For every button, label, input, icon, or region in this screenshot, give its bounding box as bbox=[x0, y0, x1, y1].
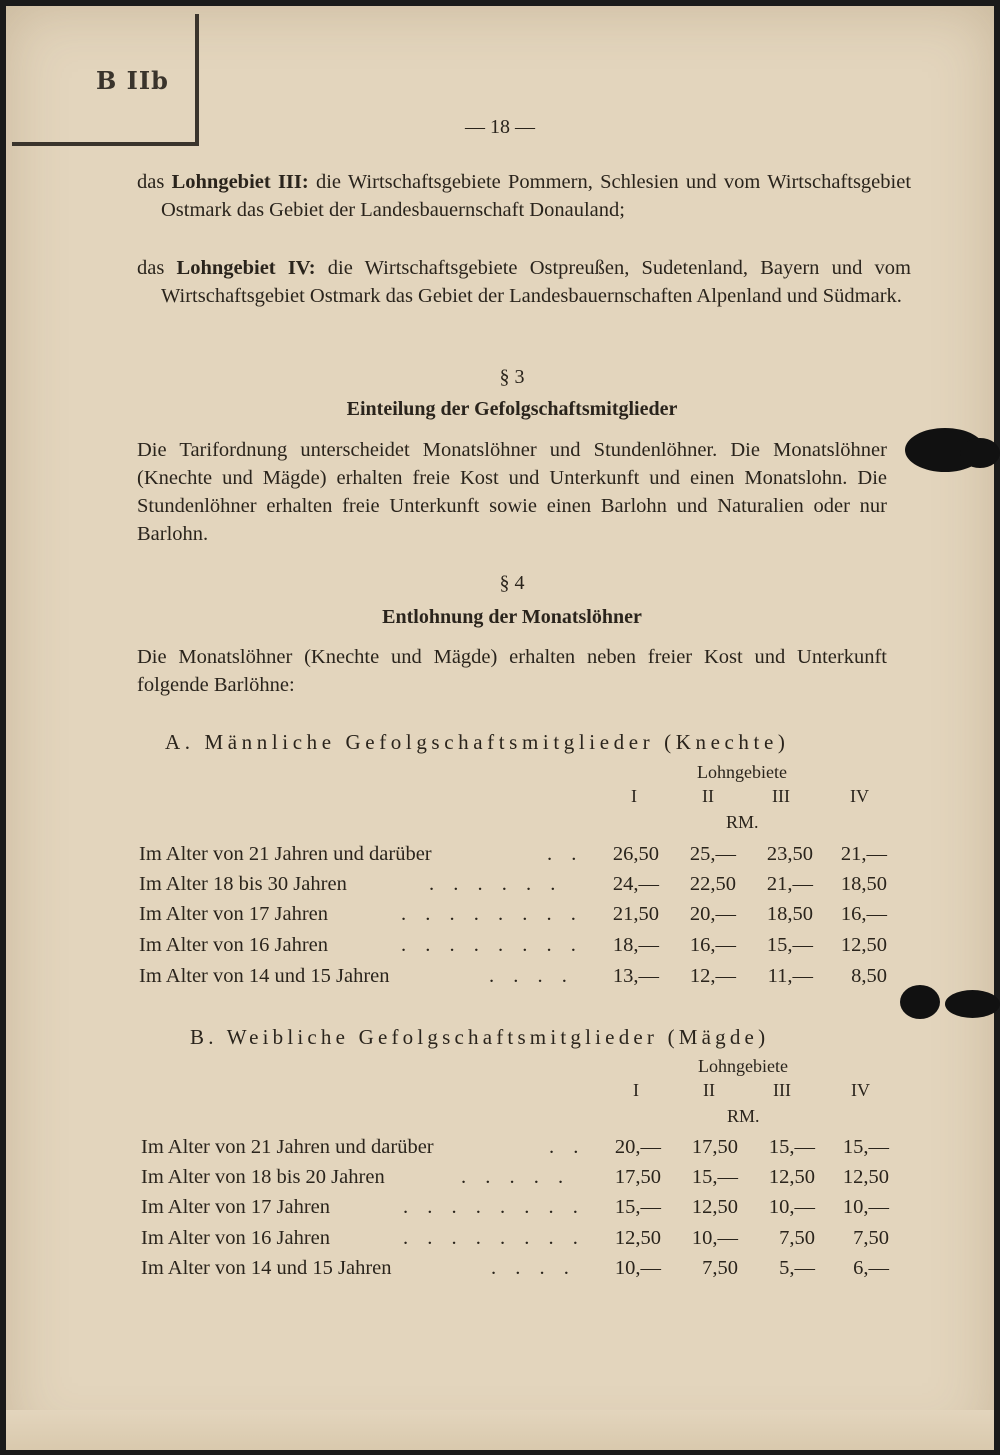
leader-dots: . . . . . . . . bbox=[403, 1227, 585, 1249]
cell-lohngebiet-iv: 15,— bbox=[842, 1136, 889, 1158]
ink-blot bbox=[960, 438, 1000, 468]
cell-lohngebiet-ii: 22,50 bbox=[689, 873, 736, 895]
row-label: Im Alter von 14 und 15 Jahren bbox=[141, 1257, 392, 1279]
cell-lohngebiet-iii: 15,— bbox=[768, 1136, 815, 1158]
table-b-col-ii: II bbox=[703, 1080, 715, 1100]
table-b-col-iv: IV bbox=[851, 1080, 870, 1100]
cell-lohngebiet-iv: 18,50 bbox=[840, 873, 887, 895]
paragraph-text: die Wirtschaftsgebiete Ostpreußen, Sudetenland, Bayern und vom Wirtschaftsgebiet Ostmark das Gebiet der Landesbauernschaften Alpenland und Südmark. bbox=[161, 257, 911, 307]
table-row bbox=[141, 1166, 891, 1196]
cell-lohngebiet-ii: 12,50 bbox=[691, 1196, 738, 1218]
table-row bbox=[139, 965, 889, 995]
section-3-text: Die Tarifordnung unterscheidet Monatslöhner und Stundenlöhner. Die Monatslöhner (Knechte und Mägde) erhalten freie Kost und Unterkunft und einen Monatslohn. Die Stundenlöhner erhalten freie Unterkunft sowie einen Barlohn und Naturalien oder nur Barlohn. bbox=[137, 439, 887, 545]
cell-lohngebiet-i: 26,50 bbox=[612, 843, 659, 865]
leader-dots: . . . . . . . . bbox=[401, 903, 583, 925]
cell-lohngebiet-iii: 18,50 bbox=[766, 903, 813, 925]
cell-lohngebiet-iv: 10,— bbox=[842, 1196, 889, 1218]
cell-lohngebiet-iv: 16,— bbox=[840, 903, 887, 925]
cell-lohngebiet-ii: 17,50 bbox=[691, 1136, 738, 1158]
cell-lohngebiet-iv: 12,50 bbox=[840, 934, 887, 956]
lohngebiet-iv-paragraph bbox=[137, 254, 911, 310]
cell-lohngebiet-iv: 12,50 bbox=[842, 1166, 889, 1188]
section-3-title: Einteilung der Gefolgschaftsmitglieder bbox=[346, 398, 678, 420]
row-label: Im Alter von 21 Jahren und darüber bbox=[139, 843, 432, 865]
leader-dots: . . . . . bbox=[461, 1166, 571, 1188]
table-b-unit: RM. bbox=[727, 1106, 760, 1126]
section-4-title: Entlohnung der Monatslöhner bbox=[382, 606, 642, 628]
table-row bbox=[139, 873, 889, 903]
cell-lohngebiet-iii: 7,50 bbox=[779, 1227, 815, 1249]
table-b-col-iii: III bbox=[773, 1080, 791, 1100]
cell-lohngebiet-iii: 12,50 bbox=[768, 1166, 815, 1188]
cell-lohngebiet-ii: 20,— bbox=[689, 903, 736, 925]
cell-lohngebiet-iv: 8,50 bbox=[851, 965, 887, 987]
cell-lohngebiet-ii: 7,50 bbox=[702, 1257, 738, 1279]
leader-dots: . . . . bbox=[489, 965, 574, 987]
cell-lohngebiet-ii: 10,— bbox=[691, 1227, 738, 1249]
section-4-text: Die Monatslöhner (Knechte und Mägde) erhalten neben freier Kost und Unterkunft folgende Barlöhne: bbox=[137, 646, 887, 696]
row-label: Im Alter von 18 bis 20 Jahren bbox=[141, 1166, 385, 1188]
paragraph-text: die Wirtschaftsgebiete Pommern, Schlesien und vom Wirtschaftsgebiet Ostmark das Gebiet der Landesbauernschaft Donauland; bbox=[161, 171, 912, 221]
cell-lohngebiet-i: 12,50 bbox=[614, 1227, 661, 1249]
table-a-col-iv: IV bbox=[850, 786, 869, 806]
row-label: Im Alter 18 bis 30 Jahren bbox=[139, 873, 347, 895]
cell-lohngebiet-ii: 25,— bbox=[689, 843, 736, 865]
cell-lohngebiet-i: 18,— bbox=[612, 934, 659, 956]
leader-dots: . . bbox=[549, 1136, 586, 1158]
ink-blot bbox=[900, 985, 940, 1019]
row-label: Im Alter von 17 Jahren bbox=[141, 1196, 331, 1218]
section-4-symbol: § 4 bbox=[499, 572, 525, 594]
cell-lohngebiet-iv: 21,— bbox=[840, 843, 887, 865]
cell-lohngebiet-iii: 5,— bbox=[779, 1257, 815, 1279]
row-label: Im Alter von 21 Jahren und darüber bbox=[141, 1136, 434, 1158]
lohngebiet-iii-paragraph bbox=[137, 168, 911, 224]
leader-dots: . . . . bbox=[491, 1257, 576, 1279]
cell-lohngebiet-i: 10,— bbox=[614, 1257, 661, 1279]
table-row bbox=[141, 1136, 891, 1166]
cell-lohngebiet-iii: 10,— bbox=[768, 1196, 815, 1218]
section-code: B IIb bbox=[96, 66, 169, 95]
table-a-col-i: I bbox=[631, 786, 637, 806]
table-a-caption: A. Männliche Gefolgschaftsmitglieder (Knechte) bbox=[165, 730, 790, 754]
cell-lohngebiet-iii: 21,— bbox=[766, 873, 813, 895]
paper-edge bbox=[6, 1410, 994, 1450]
cell-lohngebiet-i: 20,— bbox=[614, 1136, 661, 1158]
cell-lohngebiet-ii: 15,— bbox=[691, 1166, 738, 1188]
table-row bbox=[139, 934, 889, 964]
cell-lohngebiet-iv: 7,50 bbox=[853, 1227, 889, 1249]
row-label: Im Alter von 14 und 15 Jahren bbox=[139, 965, 390, 987]
row-label: Im Alter von 16 Jahren bbox=[141, 1227, 331, 1249]
term-lohngebiet-iv: Lohngebiet IV: bbox=[176, 257, 316, 279]
row-label: Im Alter von 16 Jahren bbox=[139, 934, 329, 956]
leader-dots: . . bbox=[547, 843, 584, 865]
table-b-caption: B. Weibliche Gefolgschaftsmitglieder (Mägde) bbox=[190, 1025, 770, 1049]
table-row bbox=[141, 1257, 891, 1287]
cell-lohngebiet-ii: 12,— bbox=[689, 965, 736, 987]
table-a-col-ii: II bbox=[702, 786, 714, 806]
term-lohngebiet-iii: Lohngebiet III: bbox=[171, 171, 309, 193]
cell-lohngebiet-iv: 6,— bbox=[853, 1257, 889, 1279]
ink-blot bbox=[945, 990, 1000, 1018]
text-prefix: das bbox=[137, 257, 177, 279]
table-b-group-label: Lohngebiete bbox=[698, 1056, 788, 1076]
cell-lohngebiet-i: 24,— bbox=[612, 873, 659, 895]
table-row bbox=[141, 1196, 891, 1226]
leader-dots: . . . . . . bbox=[429, 873, 563, 895]
cell-lohngebiet-ii: 16,— bbox=[689, 934, 736, 956]
cell-lohngebiet-iii: 11,— bbox=[767, 965, 813, 987]
table-row bbox=[139, 843, 889, 873]
leader-dots: . . . . . . . . bbox=[403, 1196, 585, 1218]
table-row bbox=[139, 903, 889, 933]
cell-lohngebiet-iii: 15,— bbox=[766, 934, 813, 956]
cell-lohngebiet-i: 21,50 bbox=[612, 903, 659, 925]
cell-lohngebiet-i: 15,— bbox=[614, 1196, 661, 1218]
table-a-unit: RM. bbox=[726, 812, 759, 832]
table-row bbox=[141, 1227, 891, 1257]
page-number: — 18 — bbox=[465, 116, 535, 138]
cell-lohngebiet-iii: 23,50 bbox=[766, 843, 813, 865]
leader-dots: . . . . . . . . bbox=[401, 934, 583, 956]
cell-lohngebiet-i: 13,— bbox=[612, 965, 659, 987]
table-a-group-label: Lohngebiete bbox=[697, 762, 787, 782]
section-3-symbol: § 3 bbox=[499, 366, 525, 388]
row-label: Im Alter von 17 Jahren bbox=[139, 903, 329, 925]
cell-lohngebiet-i: 17,50 bbox=[614, 1166, 661, 1188]
text-prefix: das bbox=[137, 171, 172, 193]
table-a-col-iii: III bbox=[772, 786, 790, 806]
table-b-col-i: I bbox=[633, 1080, 639, 1100]
